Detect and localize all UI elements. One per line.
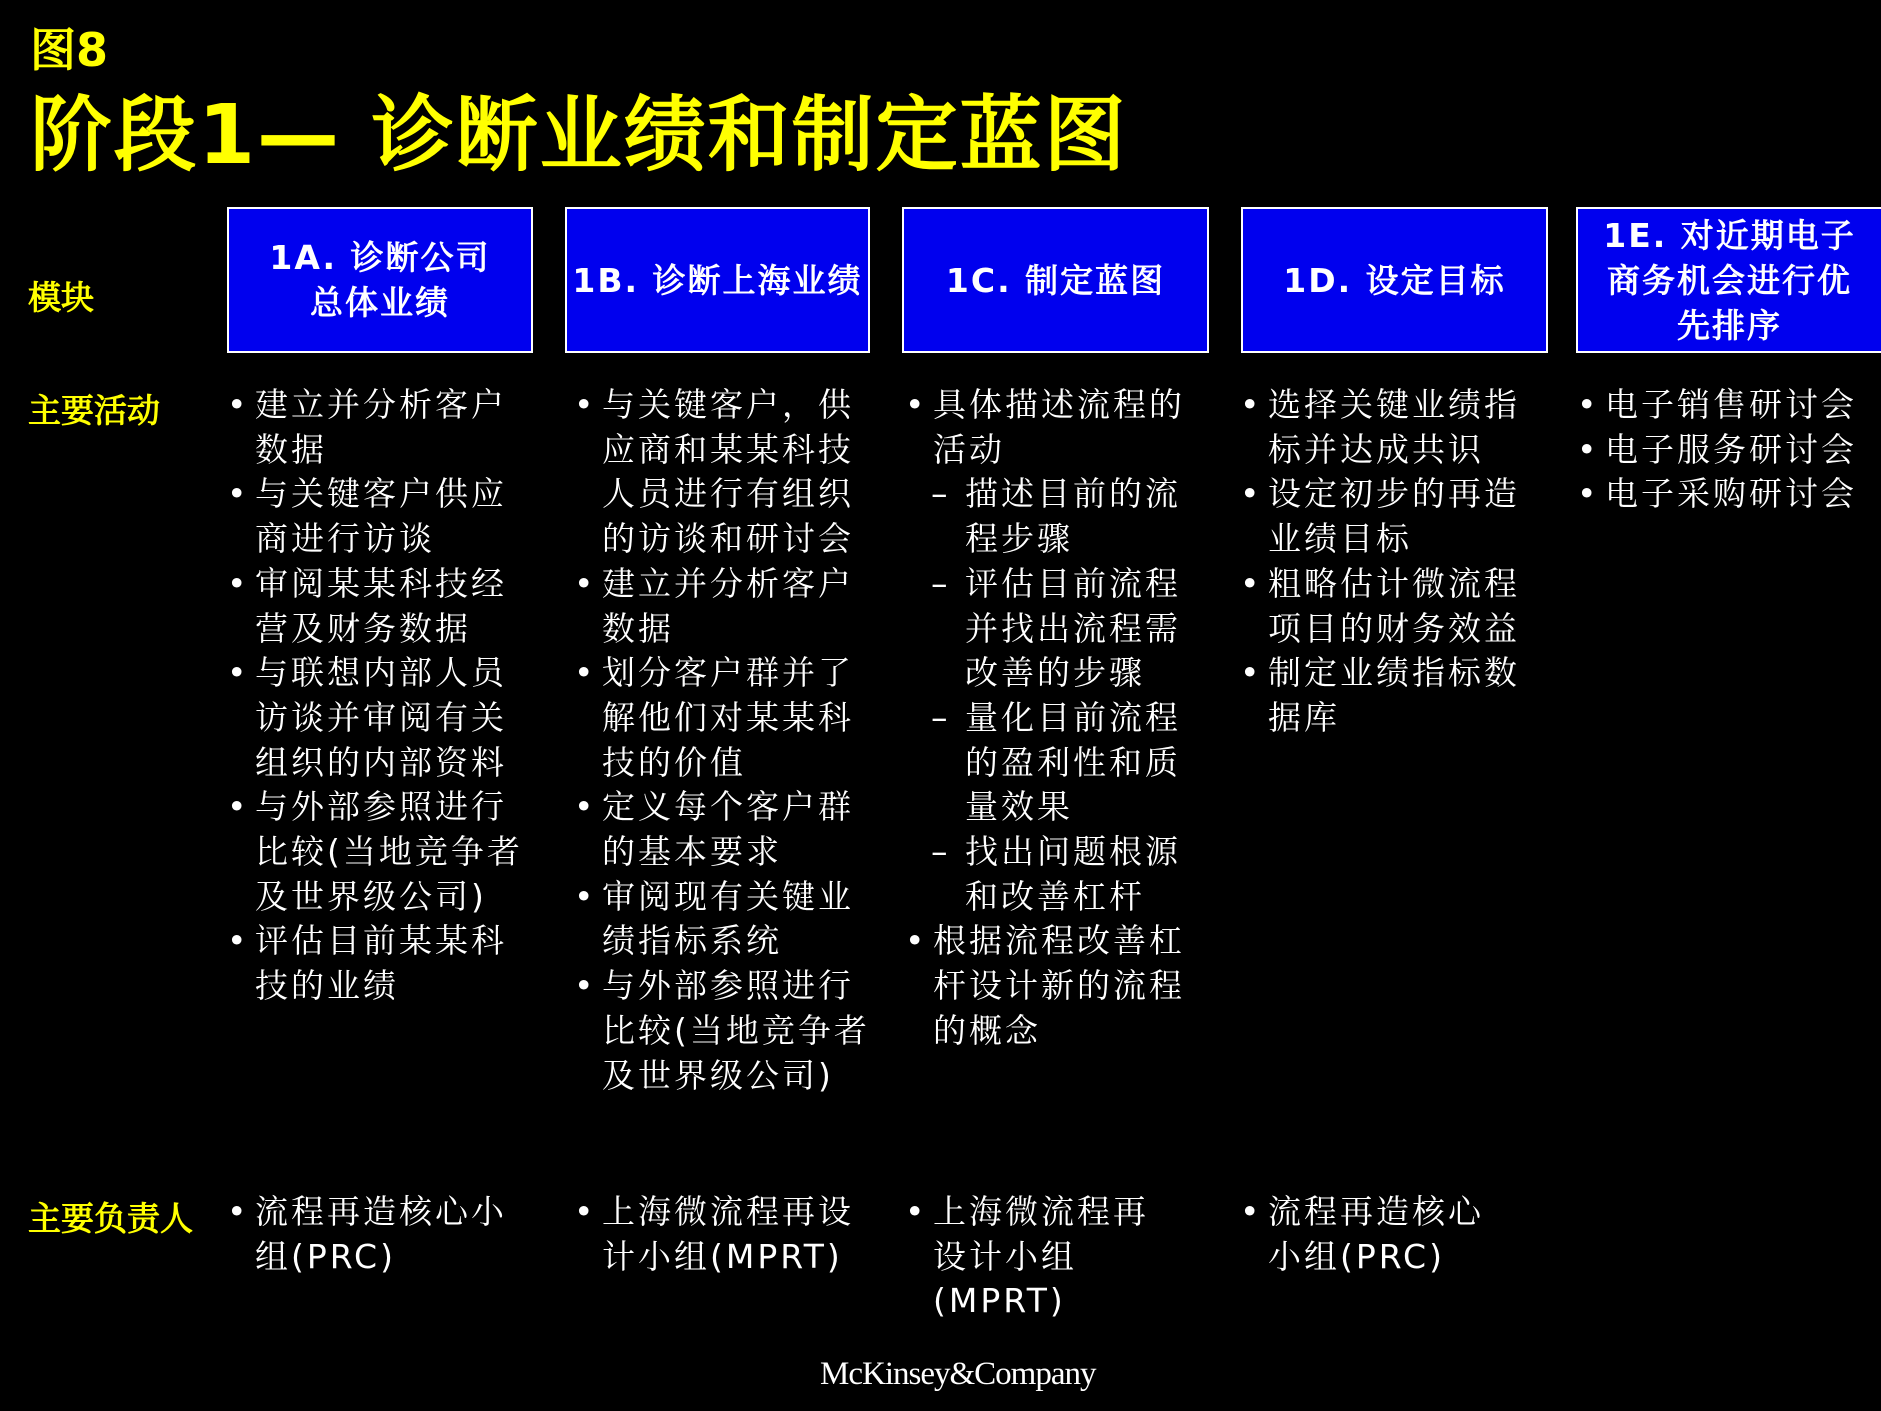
activity-item: • 制定业绩指标数据库 (1238, 651, 1528, 740)
activities-column-1b (572, 383, 882, 1098)
activity-item: • 评估目前某某科技的业绩 (225, 919, 535, 1008)
activity-subitem: – 描述目前的流程步骤 (903, 472, 1203, 561)
owner-column-1a (225, 1190, 535, 1279)
activities-column-1a (225, 383, 535, 1009)
module-box-1d (1241, 207, 1548, 353)
activity-item: • 与关键客户供应商进行访谈 (225, 472, 535, 561)
module-box-1a (227, 207, 533, 353)
activities-column-1e (1575, 383, 1875, 517)
activity-subitem: – 量化目前流程的盈利性和质量效果 (903, 696, 1203, 830)
activity-item: • 电子销售研讨会 (1575, 383, 1875, 428)
owner-column-1d (1238, 1190, 1508, 1279)
activity-item: • 定义每个客户群的基本要求 (572, 785, 882, 874)
module-label: 1A. 诊断公司总体业绩 (269, 238, 491, 322)
activities-column-1d (1238, 383, 1528, 741)
activity-item: • 设定初步的再造业绩目标 (1238, 472, 1528, 561)
activity-item: • 与外部参照进行比较(当地竞争者及世界级公司) (225, 785, 535, 919)
owner-item: • 流程再造核心小组(PRC) (225, 1190, 535, 1279)
activities-column-1c (903, 383, 1203, 1054)
module-box-1e (1576, 207, 1881, 353)
owner-column-1b (572, 1190, 872, 1279)
activity-item: • 粗略估计微流程项目的财务效益 (1238, 562, 1528, 651)
activity-item: • 具体描述流程的活动 (903, 383, 1203, 472)
page-title: 阶段1— 诊断业绩和制定蓝图 (30, 88, 1128, 183)
module-label: 1D. 设定目标 (1283, 260, 1506, 300)
module-box-1b (565, 207, 870, 353)
activity-item: • 选择关键业绩指标并达成共识 (1238, 383, 1528, 472)
activity-item: • 建立并分析客户数据 (572, 562, 882, 651)
module-label: 1B. 诊断上海业绩 (572, 260, 863, 300)
activity-item: • 建立并分析客户数据 (225, 383, 535, 472)
row-label-owners: 主要负责人 (28, 1199, 193, 1238)
owner-item: • 上海微流程再设计小组(MPRT) (903, 1190, 1183, 1324)
mckinsey-logo: McKinsey&Company (820, 1356, 1096, 1392)
activity-item: • 审阅某某科技经营及财务数据 (225, 562, 535, 651)
activity-item: • 划分客户群并了解他们对某某科技的价值 (572, 651, 882, 785)
row-label-activities: 主要活动 (28, 391, 160, 430)
row-label-modules: 模块 (28, 278, 94, 317)
activity-item: • 与联想内部人员访谈并审阅有关组织的内部资料 (225, 651, 535, 785)
owner-column-1c (903, 1190, 1183, 1324)
owner-item: • 流程再造核心小组(PRC) (1238, 1190, 1508, 1279)
module-label: 1E. 对近期电子商务机会进行优先排序 (1603, 215, 1856, 345)
module-box-1c (902, 207, 1209, 353)
activity-item: • 与关键客户，供应商和某某科技人员进行有组织的访谈和研讨会 (572, 383, 882, 562)
owner-item: • 上海微流程再设计小组(MPRT) (572, 1190, 872, 1279)
activity-subitem: – 找出问题根源和改善杠杆 (903, 830, 1203, 919)
activity-item: • 电子采购研讨会 (1575, 472, 1875, 517)
activity-subitem: – 评估目前流程并找出流程需改善的步骤 (903, 562, 1203, 696)
module-label: 1C. 制定蓝图 (945, 260, 1166, 300)
activity-item: • 根据流程改善杠杆设计新的流程的概念 (903, 919, 1203, 1053)
figure-label: 图8 (30, 23, 109, 77)
activity-item: • 与外部参照进行比较(当地竞争者及世界级公司) (572, 964, 882, 1098)
activity-item: • 电子服务研讨会 (1575, 428, 1875, 473)
activity-item: • 审阅现有关键业绩指标系统 (572, 875, 882, 964)
